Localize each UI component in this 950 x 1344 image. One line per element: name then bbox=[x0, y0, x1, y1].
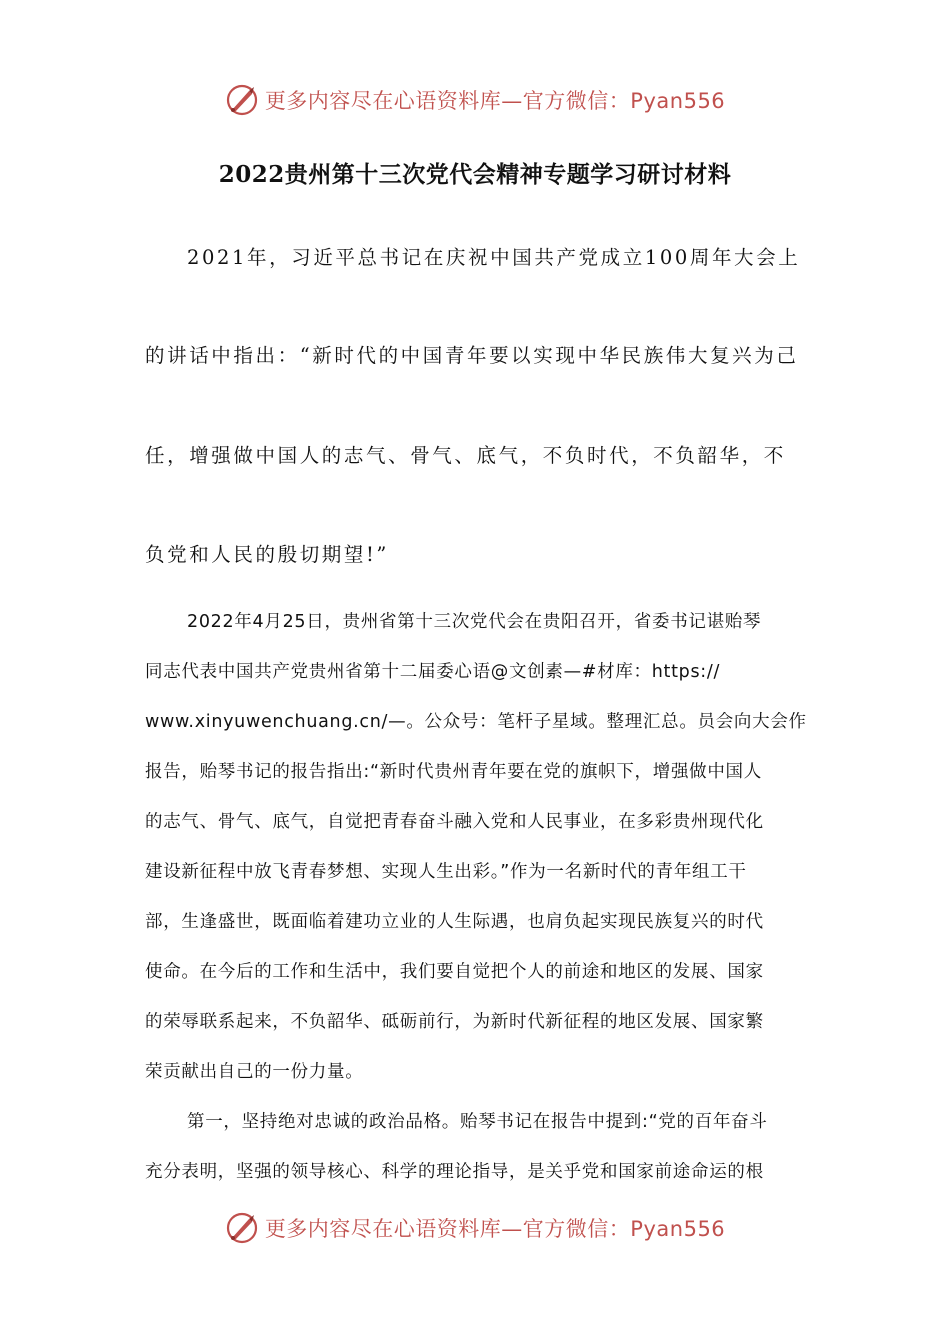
body-line: 荣贡献出自己的一份力量。 bbox=[145, 1062, 364, 1082]
body-line: 的志气、骨气、底气，自觉把青春奋斗融入党和人民事业，在多彩贵州现代化 bbox=[145, 812, 764, 832]
body-line: 报告，贻琴书记的报告指出:“新时代贵州青年要在党的旗帜下，增强做中国人 bbox=[145, 762, 762, 782]
header-watermark bbox=[0, 80, 950, 120]
watermark-text: 更多内容尽在心语资料库—官方微信：Pyan556 bbox=[264, 89, 726, 113]
intro-line: 负党和人民的殷切期望!” bbox=[145, 543, 390, 566]
quill-pen-logo-icon bbox=[225, 83, 259, 117]
body-line: 2022年4月25日，贵州省第十三次党代会在贵阳召开，省委书记谌贻琴 bbox=[187, 612, 762, 632]
document-title: 2022贵州第十三次党代会精神专题学习研讨材料 bbox=[218, 161, 732, 188]
quill-pen-logo-icon bbox=[225, 1211, 259, 1245]
body-line: 建设新征程中放飞青春梦想、实现人生出彩。”作为一名新时代的青年组工干 bbox=[145, 862, 747, 882]
body-line: 部，生逢盛世，既面临着建功立业的人生际遇，也肩负起实现民族复兴的时代 bbox=[145, 912, 764, 932]
footer-watermark bbox=[0, 1208, 950, 1248]
body-line: 的荣辱联系起来，不负韶华、砥砺前行，为新时代新征程的地区发展、国家繁 bbox=[145, 1012, 764, 1032]
body-line: www.xinyuwenchuang.cn/—。公众号：笔杆子星域。整理汇总。员会向大会作 bbox=[145, 712, 807, 732]
intro-line: 任，增强做中国人的志气、骨气、底气，不负时代，不负韶华，不 bbox=[145, 444, 786, 467]
watermark-text: 更多内容尽在心语资料库—官方微信：Pyan556 bbox=[264, 1217, 726, 1241]
body-line: 充分表明，坚强的领导核心、科学的理论指导，是关乎党和国家前途命运的根 bbox=[145, 1162, 764, 1182]
body-line: 使命。在今后的工作和生活中，我们要自觉把个人的前途和地区的发展、国家 bbox=[145, 962, 764, 982]
intro-line: 2021年，习近平总书记在庆祝中国共产党成立100周年大会上 bbox=[187, 246, 801, 269]
intro-line: 的讲话中指出：“新时代的中国青年要以实现中华民族伟大复兴为己 bbox=[145, 344, 799, 367]
body-line: 第一，坚持绝对忠诚的政治品格。贻琴书记在报告中提到:“党的百年奋斗 bbox=[187, 1112, 768, 1132]
body-line: 同志代表中国共产党贵州省第十二届委心语@文创素—#材库：https:// bbox=[145, 662, 721, 682]
